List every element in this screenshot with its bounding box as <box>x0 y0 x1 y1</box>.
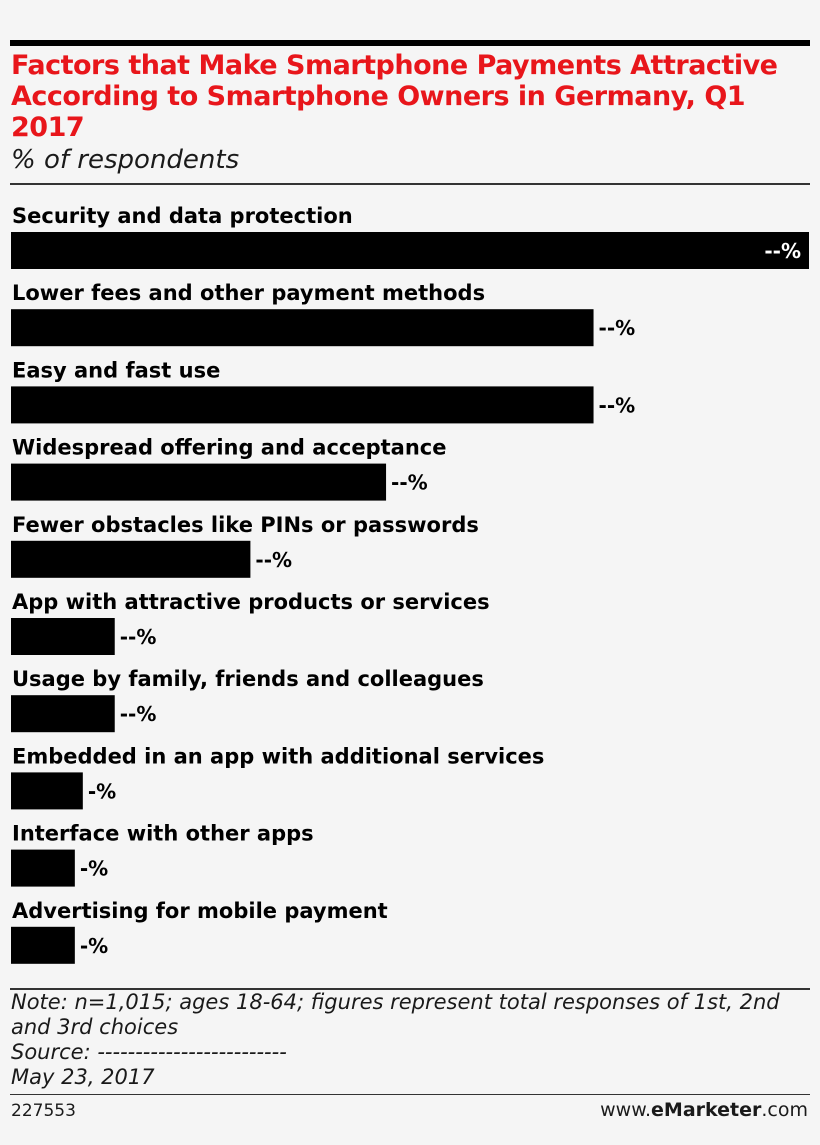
value-label: --% <box>764 239 801 263</box>
bar <box>11 309 594 346</box>
category-label: Fewer obstacles like PINs or passwords <box>12 512 479 537</box>
category-label: Interface with other apps <box>12 821 314 846</box>
bar-chart <box>0 190 820 980</box>
value-label: -% <box>87 779 117 804</box>
category-label: Security and data protection <box>12 204 353 228</box>
value-label: -% <box>79 933 109 958</box>
category-label: Widespread offering and acceptance <box>12 435 447 460</box>
category-label: Usage by family, friends and colleagues <box>12 667 484 692</box>
source-line: Source: ------------------------- <box>11 1040 287 1064</box>
chart-notes <box>11 990 801 1090</box>
category-label: Embedded in an app with additional services <box>12 744 545 769</box>
footer-rule <box>10 1094 810 1095</box>
subtitle-rule <box>10 183 810 185</box>
brand-link[interactable] <box>600 1099 808 1121</box>
brand-prefix: www. <box>600 1099 652 1121</box>
bar <box>11 618 115 655</box>
top-rule <box>10 40 810 46</box>
brand-name: eMarketer <box>651 1099 762 1121</box>
value-label: --% <box>119 625 157 649</box>
value-label: --% <box>598 316 636 341</box>
note-line-2: and 3rd choices <box>11 1015 179 1039</box>
category-label: Lower fees and other payment methods <box>12 281 486 306</box>
chart-subtitle: % of respondents <box>11 145 240 175</box>
chart-id: 227553 <box>11 1101 76 1121</box>
bar <box>11 464 386 501</box>
bar <box>11 850 75 887</box>
value-label: -% <box>79 856 109 881</box>
bar <box>11 772 83 809</box>
value-label: --% <box>119 702 157 727</box>
value-label: --% <box>598 393 636 418</box>
value-label: --% <box>391 470 428 495</box>
category-label: Easy and fast use <box>12 358 221 383</box>
category-label: Advertising for mobile payment <box>12 898 388 923</box>
date-line: May 23, 2017 <box>11 1065 155 1089</box>
note-line-1: Note: n=1,015; ages 18-64; figures represent total responses of 1st, 2nd <box>11 990 780 1014</box>
bar <box>11 695 115 732</box>
bar <box>11 386 594 423</box>
bar <box>11 232 809 269</box>
brand-suffix: .com <box>761 1099 808 1121</box>
bar <box>11 541 250 578</box>
value-label: --% <box>255 547 293 572</box>
chart-title: Factors that Make Smartphone Payments Attractive According to Smartphone Owners in Germany, Q1 2017 <box>11 50 778 143</box>
category-label: App with attractive products or services <box>12 590 490 614</box>
bar <box>11 927 75 964</box>
